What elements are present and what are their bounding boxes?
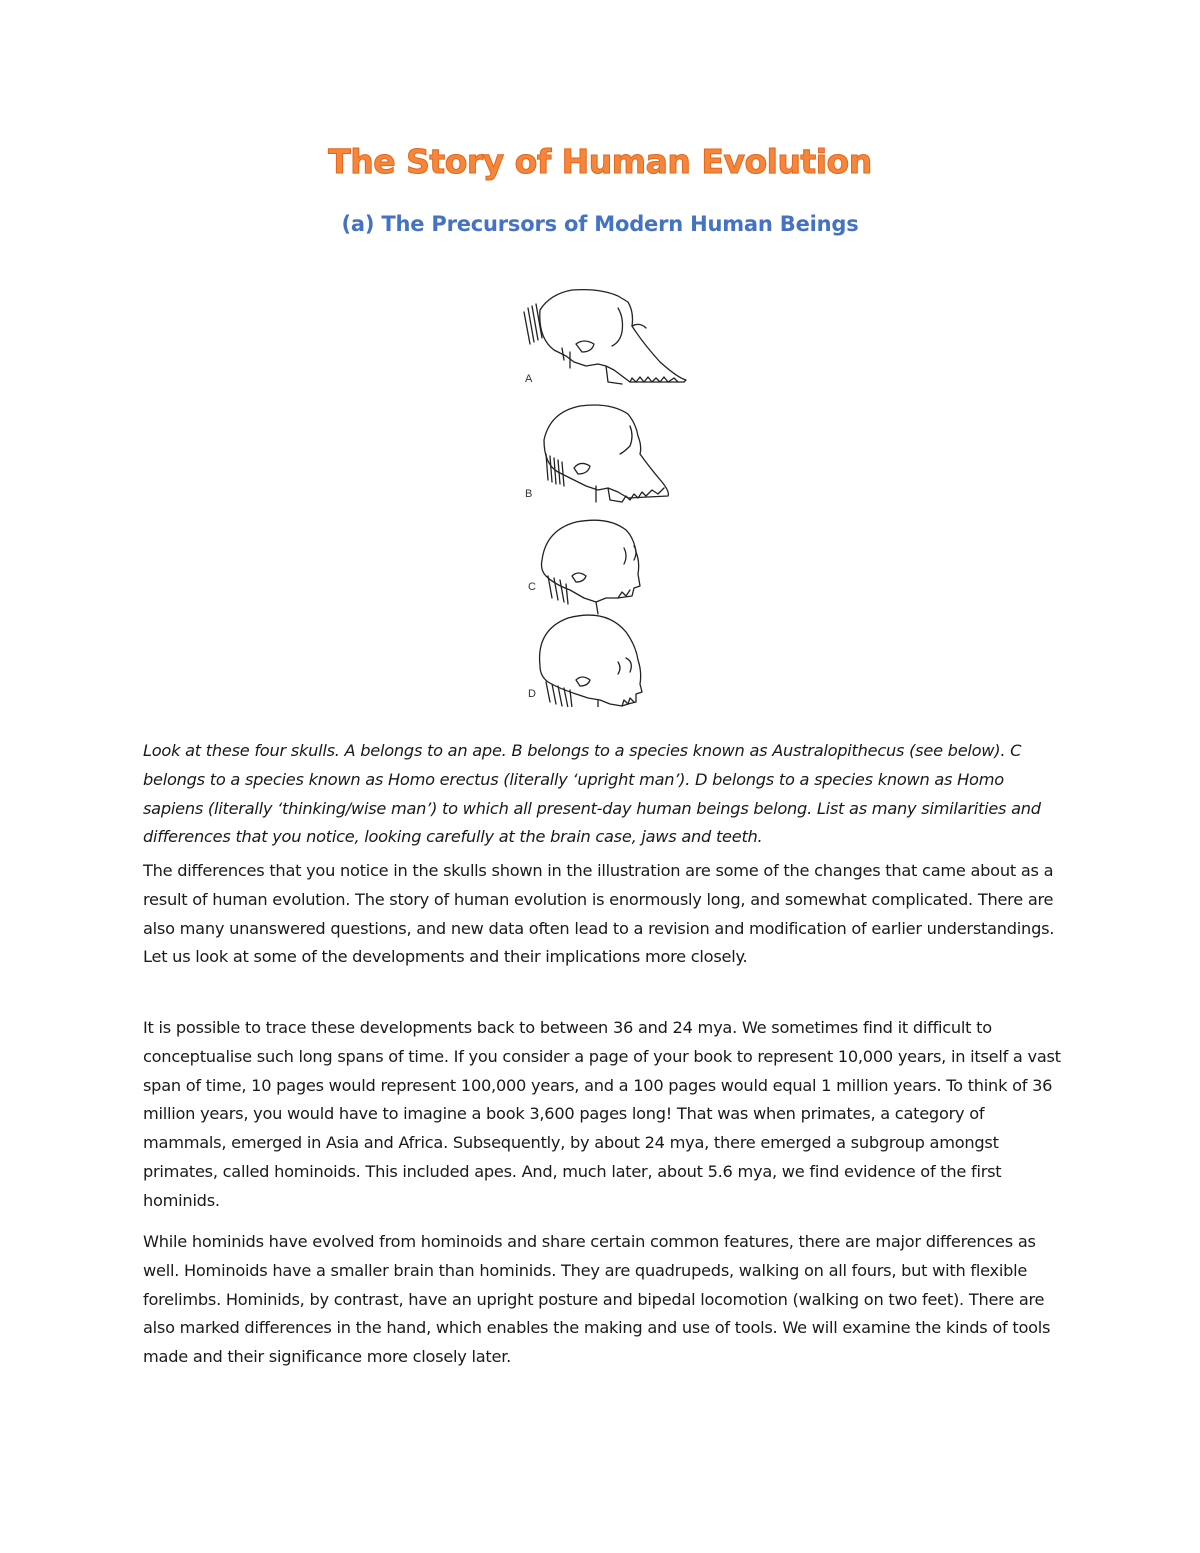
skull-c-drawing [542,520,641,614]
skulls-illustration [510,282,690,707]
page-title: The Story of Human Evolution [328,142,872,181]
skulls-drawing [510,282,690,707]
skulls-caption-paragraph: Look at these four skulls. A belongs to an ape. B belongs to a species known as Australopithecus (see below). C belongs to a species known as Homo erectus (literally ‘upright man’). D belongs to a species known as Homo sapiens (literally ‘thinking/wise man’) to which all present-day human beings belong. List as many similarities and differences that you notice, looking carefully at the brain case, jaws and teeth. [143,741,1041,847]
skull-d-drawing [540,615,642,707]
body-paragraph-1: The differences that you notice in the skulls shown in the illustration are some of the changes that came about as a result of human evolution. The story of human evolution is enormously long, and somewhat complicated. There are also many unanswered questions, and new data often lead to a revision and modification of earlier understandings. Let us look at some of the developments and their implications more closely. [143,861,1055,967]
figure-label-b: B [525,488,533,500]
body-paragraph-2: It is possible to trace these developments back to between 36 and 24 mya. We sometimes find it difficult to conceptualise such long spans of time. If you consider a page of your book to represent 10,000 years, in itself a vast span of time, 10 pages would represent 100,000 years, and a 100 pages would equal 1 million years. To think of 36 million years, you would have to imagine a book 3,600 pages long! That was when primates, a category of mammals, emerged in Asia and Africa. Subsequently, by about 24 mya, there emerged a subgroup amongst primates, called hominoids. This included apes. And, much later, about 5.6 mya, we find evidence of the first hominids. [143,1018,1061,1210]
skull-a-drawing [524,290,686,384]
figure-label-a: A [525,373,533,385]
skull-b-drawing [544,405,668,502]
section-subtitle: (a) The Precursors of Modern Human Beings [341,212,859,236]
figure-label-c: C [528,581,536,593]
figure-label-d: D [528,688,536,700]
body-paragraph-3: While hominids have evolved from hominoids and share certain common features, there are major differences as well. Hominoids have a smaller brain than hominids. They are quadrupeds, walking on all fours, but with flexible forelimbs. Hominids, by contrast, have an upright posture and bipedal locomotion (walking on two feet). There are also marked differences in the hand, which enables the making and use of tools. We will examine the kinds of tools made and their significance more closely later. [143,1232,1051,1367]
